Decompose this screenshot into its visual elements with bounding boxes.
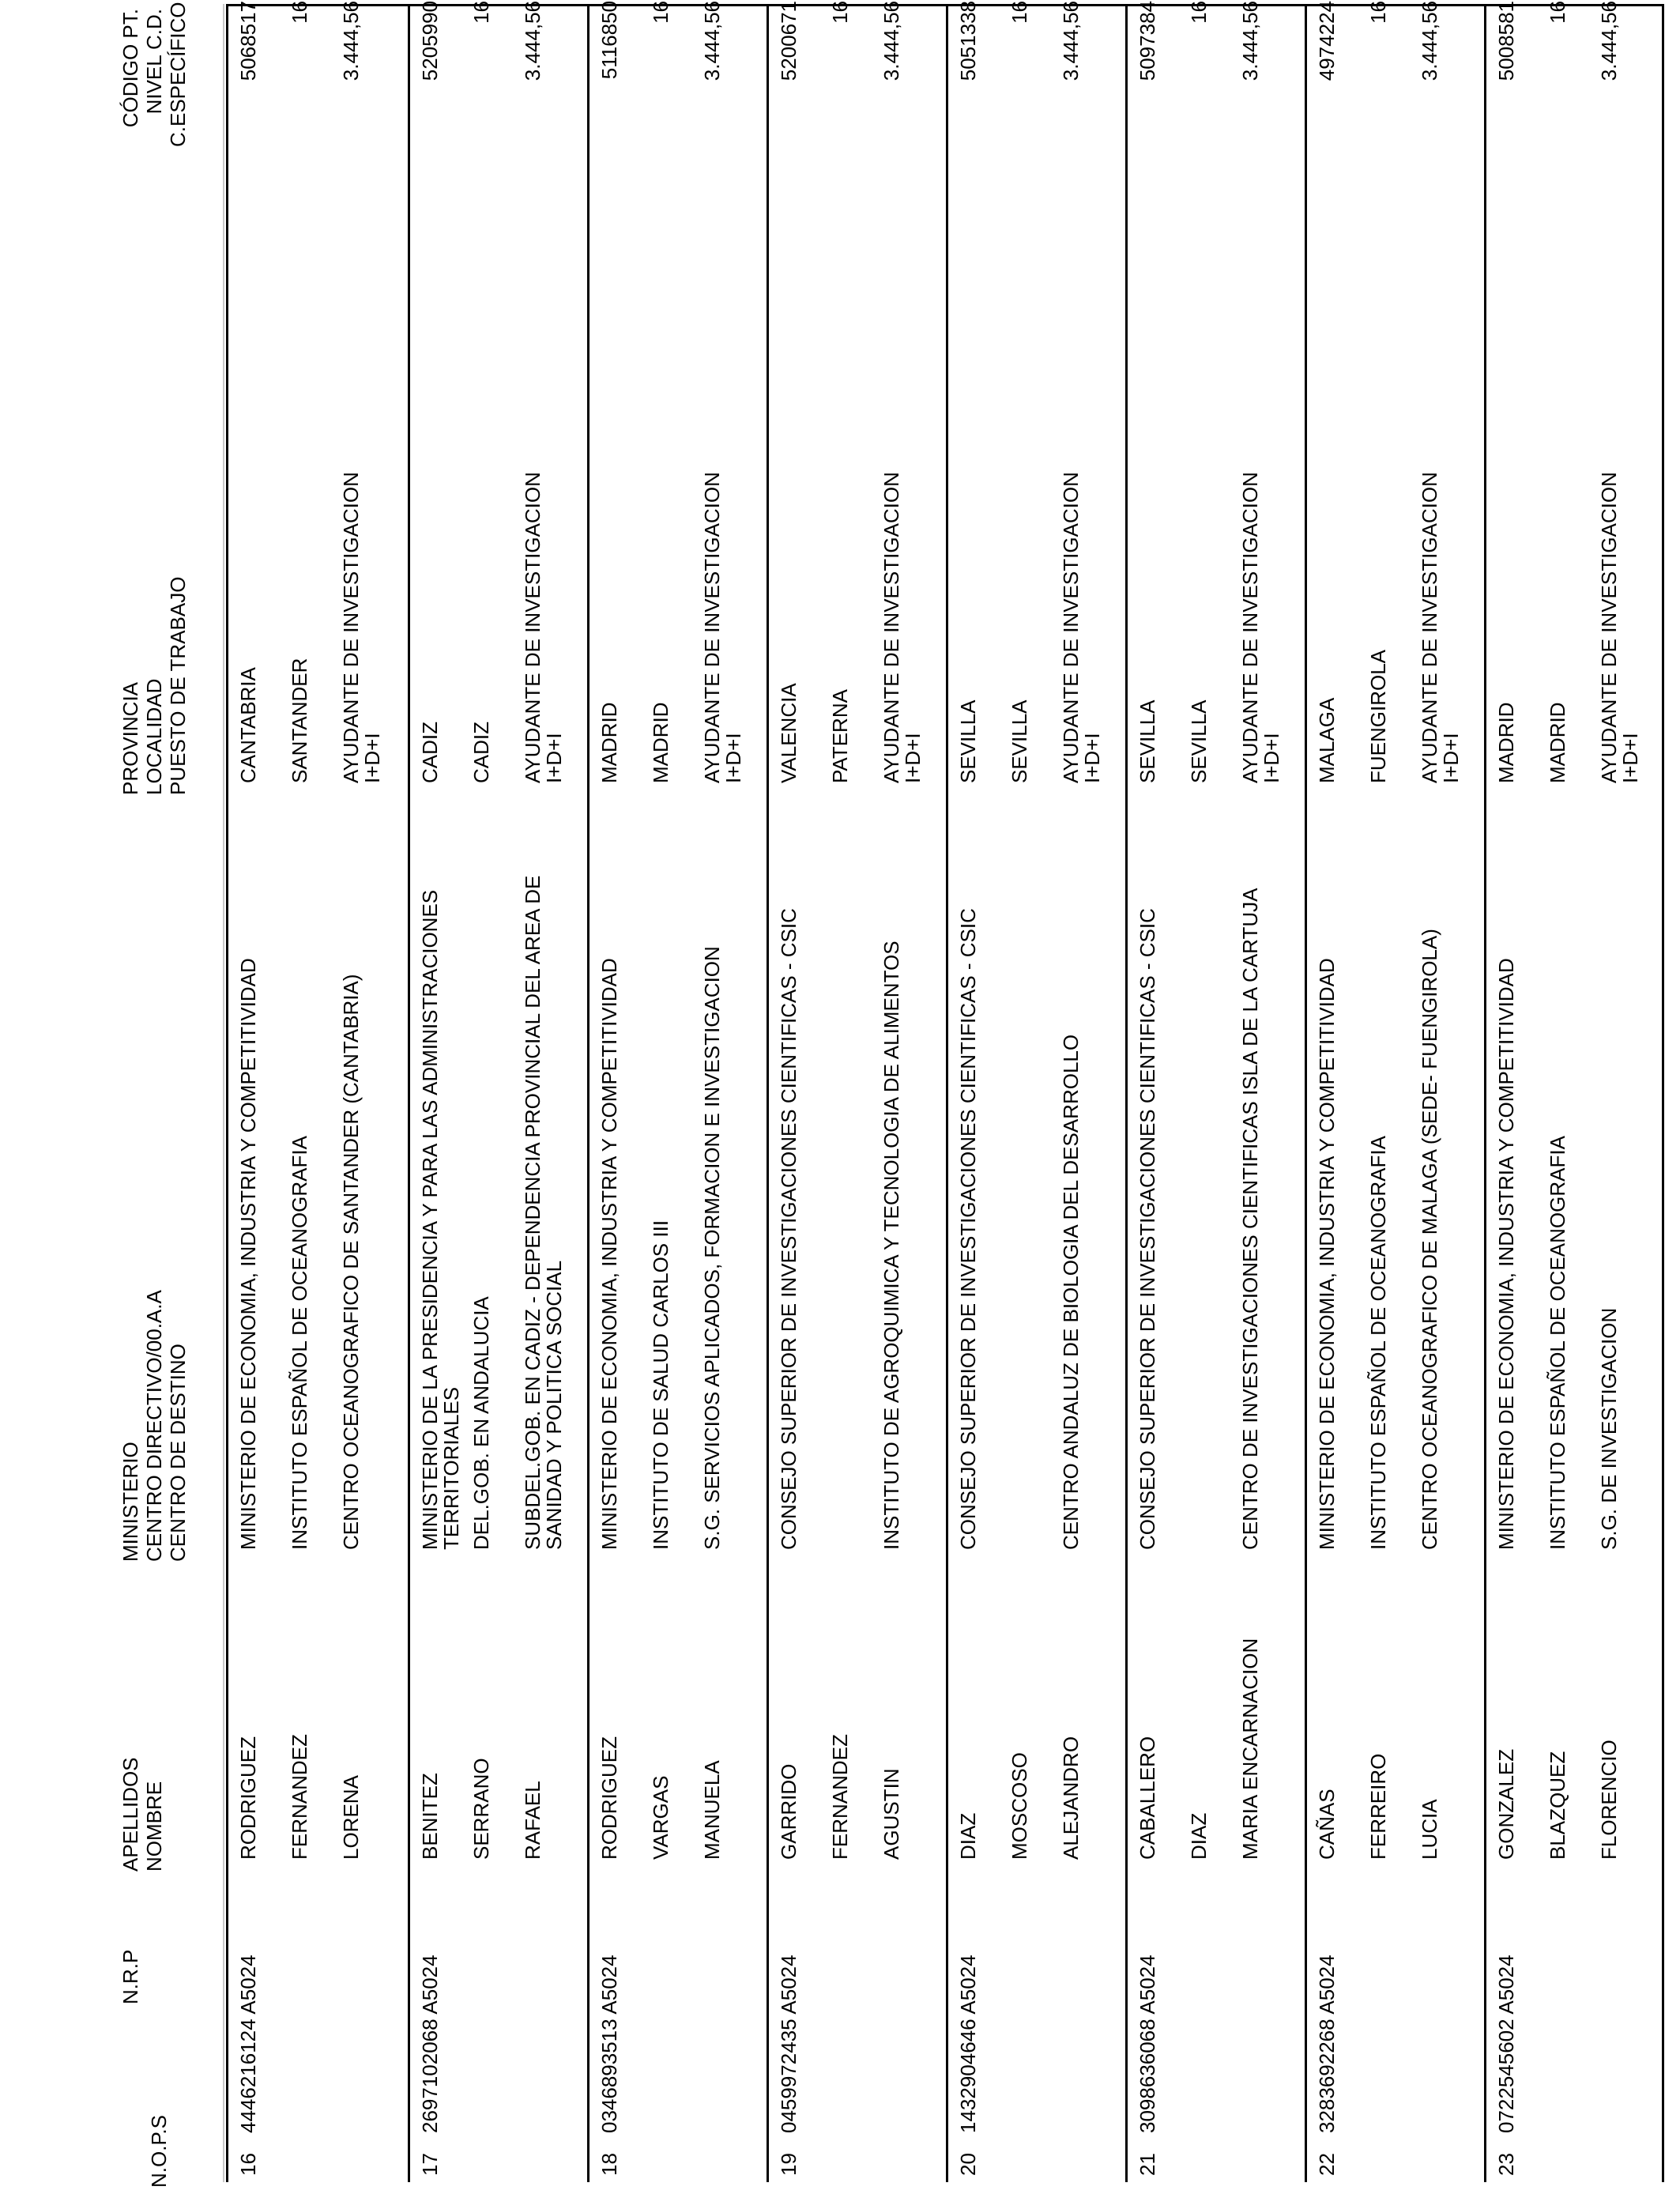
centro-destino: SUBDEL.GOB. EN CADIZ - DEPENDENCIA PROVINCIAL DEL AREA DE SANIDAD Y POLITICA SOCIAL [521,875,566,1550]
c-especifico: 3.444,56 [1059,1,1083,81]
ministerio: MINISTERIO DE ECONOMIA, INDUSTRIA Y COMPETITIVIDAD [1494,958,1518,1550]
nombre: LORENA [339,1775,363,1860]
centro-destino: S.G. DE INVESTIGACION [1597,1307,1621,1550]
c-especifico: 3.444,56 [1597,1,1621,81]
localidad: SEVILLA [1008,699,1031,783]
puesto-trabajo: AYUDANTE DE INVESTIGACION I+D+I [880,472,925,783]
ministerio: CONSEJO SUPERIOR DE INVESTIGACIONES CIENTIFICAS - CSIC [956,908,980,1550]
c-especifico: 3.444,56 [700,1,724,81]
puesto-trabajo: AYUDANTE DE INVESTIGACION I+D+I [700,472,745,783]
nrp-value: 3098636068 A5024 [1136,1955,1159,2133]
c-especifico: 3.444,56 [339,1,363,81]
header-nombre-label: NOMBRE [142,1781,166,1872]
header-nops [147,2115,171,2188]
codigo-pt: 4974224 [1315,1,1339,81]
table-row [1125,1,1305,2182]
nivel-cd: 16 [1187,1,1211,24]
header-provincia [119,577,190,795]
localidad: FUENGIROLA [1366,649,1390,783]
centro-directivo: INSTITUTO ESPAÑOL DE OCEANOGRAFIA [1546,1136,1569,1550]
provincia: SEVILLA [956,699,980,783]
puesto-trabajo: AYUDANTE DE INVESTIGACION I+D+I [1238,472,1283,783]
centro-destino: INSTITUTO DE AGROQUIMICA Y TECNOLOGIA DE ALIMENTOS [880,941,903,1550]
puesto-trabajo: AYUDANTE DE INVESTIGACION I+D+I [521,472,566,783]
apellido2: FERNANDEZ [828,1734,852,1860]
nrp-value: 2697102068 A5024 [418,1955,442,2133]
codigo-pt: 5008581 [1494,1,1518,81]
puesto-trabajo: AYUDANTE DE INVESTIGACION I+D+I [1418,472,1463,783]
nivel-cd: 16 [828,1,852,24]
header-centro-destino-label: CENTRO DE DESTINO [166,1344,190,1562]
header-nrp-label: N.R.P [119,1949,142,2004]
ministerio: MINISTERIO DE ECONOMIA, INDUSTRIA Y COMPETITIVIDAD [236,958,260,1550]
nombre: LUCIA [1418,1799,1441,1860]
localidad: MADRID [1546,702,1569,783]
centro-directivo: INSTITUTO DE SALUD CARLOS III [649,1220,672,1550]
apellido2: DIAZ [1187,1812,1211,1860]
table-row [1305,1,1484,2182]
nrp-value: 3283692268 A5024 [1315,1955,1339,2133]
header-nrp [119,1950,142,2004]
table-row [228,1,408,2182]
header-provincia-label: PROVINCIA [119,681,142,795]
nombre: AGUSTIN [880,1768,903,1860]
nombre: MANUELA [700,1760,724,1860]
nombre: ALEJANDRO [1059,1736,1083,1860]
record-number: 19 [777,2153,800,2176]
centro-directivo: INSTITUTO ESPAÑOL DE OCEANOGRAFIA [1366,1136,1390,1550]
records-table [226,1,1664,2182]
provincia: MALAGA [1315,697,1339,783]
header-puesto-label: PUESTO DE TRABAJO [166,576,190,795]
nrp-value: 1432904646 A5024 [956,1955,980,2133]
nivel-cd: 16 [469,1,493,24]
header-nivel-label: NIVEL C.D. [142,9,166,115]
apellido1: BENITEZ [418,1773,442,1860]
record-number: 17 [418,2153,442,2176]
record-number: 23 [1494,2153,1518,2176]
record-number: 20 [956,2153,980,2176]
centro-destino: CENTRO OCEANOGRAFICO DE MALAGA (SEDE- FUENGIROLA) [1418,929,1441,1550]
nivel-cd: 16 [1546,1,1569,24]
record-number: 18 [597,2153,621,2176]
nombre: RAFAEL [521,1781,544,1860]
centro-destino: CENTRO OCEANOGRAFICO DE SANTANDER (CANTABRIA) [339,974,363,1550]
puesto-trabajo: AYUDANTE DE INVESTIGACION I+D+I [339,472,384,783]
header-centro-directivo-label: CENTRO DIRECTIVO/00.A.A [142,1290,166,1562]
localidad: CADIZ [469,722,493,783]
header-localidad-label: LOCALIDAD [142,678,166,795]
apellido2: BLAZQUEZ [1546,1751,1569,1860]
header-codigo [119,2,190,147]
puesto-trabajo: AYUDANTE DE INVESTIGACION I+D+I [1059,472,1104,783]
centro-directivo: DEL.GOB. EN ANDALUCIA [469,1296,493,1550]
codigo-pt: 5051338 [956,1,980,81]
apellido1: DIAZ [956,1812,980,1860]
nrp-value: 0459972435 A5024 [777,1955,800,2133]
apellido2: FERREIRO [1366,1753,1390,1860]
nrp-value: 0722545602 A5024 [1494,1955,1518,2133]
nombre: FLORENCIO [1597,1740,1621,1860]
codigo-pt: 5097384 [1136,1,1159,81]
nombre: MARIA ENCARNACION [1238,1638,1262,1860]
header-apellidos [119,1757,166,1872]
apellido1: CAÑAS [1315,1789,1339,1860]
provincia: CADIZ [418,722,442,783]
apellido2: FERNANDEZ [288,1734,311,1860]
nivel-cd: 16 [288,1,311,24]
table-row [1484,1,1663,2182]
apellido1: RODRIGUEZ [236,1736,260,1860]
provincia: SEVILLA [1136,699,1159,783]
apellido1: GARRIDO [777,1763,800,1860]
nrp-value: 0346893513 A5024 [597,1955,621,2133]
record-number: 21 [1136,2153,1159,2176]
nivel-cd: 16 [1008,1,1031,24]
header-nops-label: N.O.P.S [147,2114,171,2188]
header-apellidos-label: APELLIDOS [119,1757,142,1872]
table-row [767,1,946,2182]
centro-directivo: INSTITUTO ESPAÑOL DE OCEANOGRAFIA [288,1136,311,1550]
provincia: CANTABRIA [236,667,260,783]
header-especifico-label: C.ESPECÍFICO [166,2,190,147]
header-codigo-label: CÓDIGO PT. [119,9,142,128]
codigo-pt: 5068517 [236,1,260,81]
nrp-value: 4446216124 A5024 [236,1955,260,2133]
c-especifico: 3.444,56 [521,1,544,81]
localidad: PATERNA [828,689,852,783]
apellido1: GONZALEZ [1494,1748,1518,1860]
centro-destino: CENTRO ANDALUZ DE BIOLOGIA DEL DESARROLLO [1059,1034,1083,1550]
localidad: SEVILLA [1187,699,1211,783]
localidad: SANTANDER [288,658,311,783]
ministerio: CONSEJO SUPERIOR DE INVESTIGACIONES CIENTIFICAS - CSIC [777,908,800,1550]
centro-destino: S.G. SERVICIOS APLICADOS, FORMACION E INVESTIGACION [700,946,724,1550]
nivel-cd: 16 [649,1,672,24]
table-row [946,1,1125,2182]
apellido1: CABALLERO [1136,1736,1159,1860]
apellido1: RODRIGUEZ [597,1736,621,1860]
c-especifico: 3.444,56 [1238,1,1262,81]
provincia: VALENCIA [777,683,800,783]
puesto-trabajo: AYUDANTE DE INVESTIGACION I+D+I [1597,472,1642,783]
apellido2: SERRANO [469,1758,493,1860]
ministerio: CONSEJO SUPERIOR DE INVESTIGACIONES CIENTIFICAS - CSIC [1136,908,1159,1550]
provincia: MADRID [597,702,621,783]
table-row [408,1,587,2182]
nivel-cd: 16 [1366,1,1390,24]
c-especifico: 3.444,56 [1418,1,1441,81]
ministerio: MINISTERIO DE ECONOMIA, INDUSTRIA Y COMPETITIVIDAD [597,958,621,1550]
table-row [587,1,767,2182]
codigo-pt: 5205990 [418,1,442,81]
record-number: 22 [1315,2153,1339,2176]
header-ministerio-label: MINISTERIO [119,1442,142,1562]
c-especifico: 3.444,56 [880,1,903,81]
header-ministerio [119,1290,190,1562]
apellido2: VARGAS [649,1775,672,1860]
codigo-pt: 5116850 [597,1,621,80]
ministerio: MINISTERIO DE LA PRESIDENCIA Y PARA LAS ADMINISTRACIONES TERRITORIALES [418,889,463,1550]
apellido2: MOSCOSO [1008,1752,1031,1860]
provincia: MADRID [1494,702,1518,783]
ministerio: MINISTERIO DE ECONOMIA, INDUSTRIA Y COMPETITIVIDAD [1315,958,1339,1550]
localidad: MADRID [649,702,672,783]
header-divider [223,4,224,2182]
codigo-pt: 5200671 [777,1,800,81]
record-number: 16 [236,2153,260,2176]
centro-destino: CENTRO DE INVESTIGACIONES CIENTIFICAS ISLA DE LA CARTUJA [1238,888,1262,1550]
